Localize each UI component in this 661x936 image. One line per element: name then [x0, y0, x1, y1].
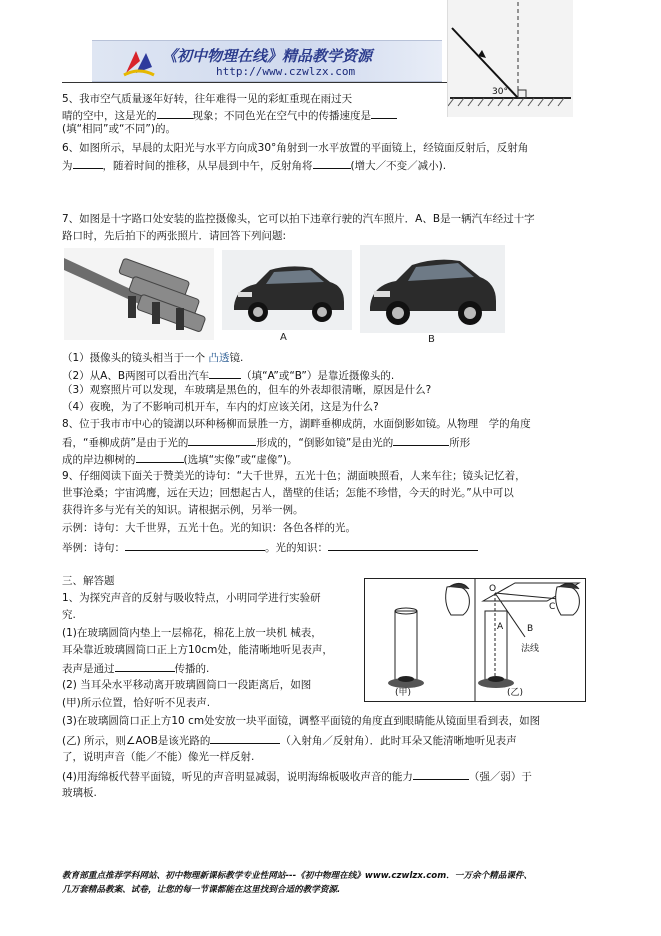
- q7-sub-2: （2）从A、B两图可以看出汽车 （填“A”或“B”）是靠近摄像头的.: [62, 370, 395, 382]
- q6-blank-2[interactable]: [313, 158, 351, 169]
- s3-q1-sub-2a: (2) 当耳朵水平移动离开玻璃圆筒口一段距离后，如图: [62, 679, 312, 691]
- q6-line-1: 6、如图所示，早晨的太阳光与水平方向成30°角射到一水平放置的平面镜上，经镜面反射后，反射角: [62, 142, 529, 154]
- photo-a-label: A: [280, 332, 287, 343]
- q9-blank-poem[interactable]: [125, 540, 265, 551]
- section-3-title: 三、解答题: [62, 575, 115, 587]
- footer-line-1: 教育部重点推荐学科网站、初中物理新课标教学专业性网站---《初中物理在线》www.czwlzx.com．一万余个精品课件、: [62, 871, 533, 881]
- car-photo-a: [222, 250, 352, 330]
- q6-blank-1[interactable]: [73, 158, 103, 169]
- s3-q1-sub-1a: (1)在玻璃圆筒内垫上一层棉花，棉花上放一块机 械表，: [62, 627, 322, 639]
- q9-blank-knowledge[interactable]: [328, 540, 478, 551]
- q9-line-1: 9、仔细阅读下面关于赞美光的诗句：“大千世界，五光十色；湖面映照看，人来车往；镜头记忆着，: [62, 470, 526, 482]
- fig-label-normal: 法线: [521, 644, 540, 654]
- q5-line-1: 5、我市空气质量逐年好转，往年难得一见的彩虹重现在雨过天: [62, 93, 353, 105]
- fig-label-c: C: [549, 602, 556, 612]
- q9-example: 示例：诗句：大千世界，五光十色。光的知识：各色各样的光。: [62, 522, 356, 534]
- fig-label-o: O: [489, 584, 497, 594]
- q7-sub-4: （4）夜晚，为了不影响司机开车，车内的灯应该关闭，这是为什么?: [62, 401, 379, 413]
- q7-blank-car[interactable]: [209, 368, 241, 379]
- s3-blank-ability[interactable]: [413, 769, 469, 780]
- angle-label: 30°: [492, 87, 508, 97]
- s3-q1-sub-2b: (甲)所示位置，恰好听不见表声.: [62, 697, 211, 709]
- s3-blank-angle[interactable]: [210, 733, 280, 744]
- fig-label-jia: (甲): [395, 688, 412, 698]
- fig-label-yi: (乙): [507, 688, 524, 698]
- q9-line-3: 获得许多与光有关的知识。请根据示例，另举一例。: [62, 504, 304, 516]
- camera-photo: [64, 248, 214, 340]
- q8-blank-3[interactable]: [136, 452, 184, 463]
- q8-line-1: 8、位于我市市中心的镜湖以环种杨柳而景胜一方，湖畔垂柳成荫，水面倒影如镜。从物理 学的角度: [62, 418, 531, 430]
- q7-line-2: 路口时，先后拍下的两张照片．请回答下列问题:: [62, 230, 287, 242]
- s3-q1-sub-3c: 了，说明声音（能／不能）像光一样反射.: [62, 751, 255, 763]
- q6-line-2: 为 ，随着时间的推移，从早晨到中午，反射角将 (增大／不变／减小).: [62, 160, 447, 172]
- footer-line-2: 几万套精品教案、试卷，让您的每一节课都能在这里找到合适的教学资源.: [62, 885, 341, 895]
- mirror-figure: [447, 0, 573, 117]
- s3-q1-line-1: 1、为探究声音的反射与吸收特点，小明同学进行实验研: [62, 592, 321, 604]
- q7-sub-1: （1）摄像头的镜头相当于一个 凸透镜.: [62, 352, 244, 364]
- s3-q1-sub-1b: 耳朵靠近玻璃圆筒口正上方10cm处，能清晰地听见表声，: [62, 644, 333, 656]
- q8-line-2: 看，“垂柳成荫”是由于光的 形成的，“倒影如镜”是由光的 所形: [62, 437, 471, 449]
- q7-line-1: 7、如图是十字路口处安装的监控摄像头，它可以拍下违章行驶的汽车照片．A、B是一辆汽车经过十字: [62, 213, 535, 225]
- q5-line-2: 晴的空中，这是光的 现象；不同色光在空气中的传播速度是: [62, 108, 397, 123]
- q7-sub-1-answer: 凸透: [208, 352, 230, 364]
- s3-q1-sub-3a: (3)在玻璃圆筒口正上方10 cm处安放一块平面镜，调整平面镜的角度直到眼睛能从镜面里看到表，如图: [62, 715, 541, 727]
- fig-label-b: B: [527, 624, 534, 634]
- photo-b-label: B: [428, 334, 435, 345]
- s3-q1-sub-4b: 玻璃板.: [62, 787, 97, 799]
- q9-line-2: 世事沧桑；宇宙鸿鹰，远在天边；回想起古人，凿壁的佳话；怎能不珍惜，今天的时光。”从中可以: [62, 487, 514, 499]
- s3-q1-line-2: 究.: [62, 609, 76, 621]
- q8-blank-1[interactable]: [188, 435, 256, 446]
- q9-answer-line: 举例：诗句： 。光的知识：: [62, 540, 478, 555]
- q7-sub-3: （3）观察照片可以发现，车玻璃是黑色的，但车的外表却很清晰，原因是什么?: [62, 384, 432, 396]
- s3-blank-medium[interactable]: [115, 661, 175, 672]
- banner-title: 《初中物理在线》精品教学资源: [162, 47, 373, 65]
- s3-q1-sub-4a: (4)用海绵板代替平面镜，听见的声音明显减弱，说明海绵板吸收声音的能力 （强／弱）于: [62, 771, 532, 783]
- q8-line-3: 成的岸边柳树的 (选填“实像”或“虚像”)。: [62, 454, 298, 466]
- q5-blank-1[interactable]: [157, 108, 193, 119]
- car-photo-b: [360, 245, 505, 333]
- header-rule: [62, 82, 447, 83]
- banner-url: http://www.czwlzx.com: [216, 65, 356, 78]
- s3-q1-sub-3b: (乙) 所示，则∠AOB是该光路的 （入射角／反射角）．此时耳朵又能清晰地听见表声: [62, 735, 517, 747]
- sound-experiment-figure: [364, 578, 586, 702]
- q5-blank-2[interactable]: [371, 108, 397, 119]
- site-logo-icon: [122, 45, 156, 77]
- s3-q1-sub-1c: 表声是通过 传播的.: [62, 663, 210, 675]
- q5-line-3: (填“相同”或“不同”)的。: [62, 123, 176, 135]
- site-banner: [92, 40, 442, 82]
- fig-label-a: A: [497, 622, 504, 632]
- q8-blank-2[interactable]: [393, 435, 449, 446]
